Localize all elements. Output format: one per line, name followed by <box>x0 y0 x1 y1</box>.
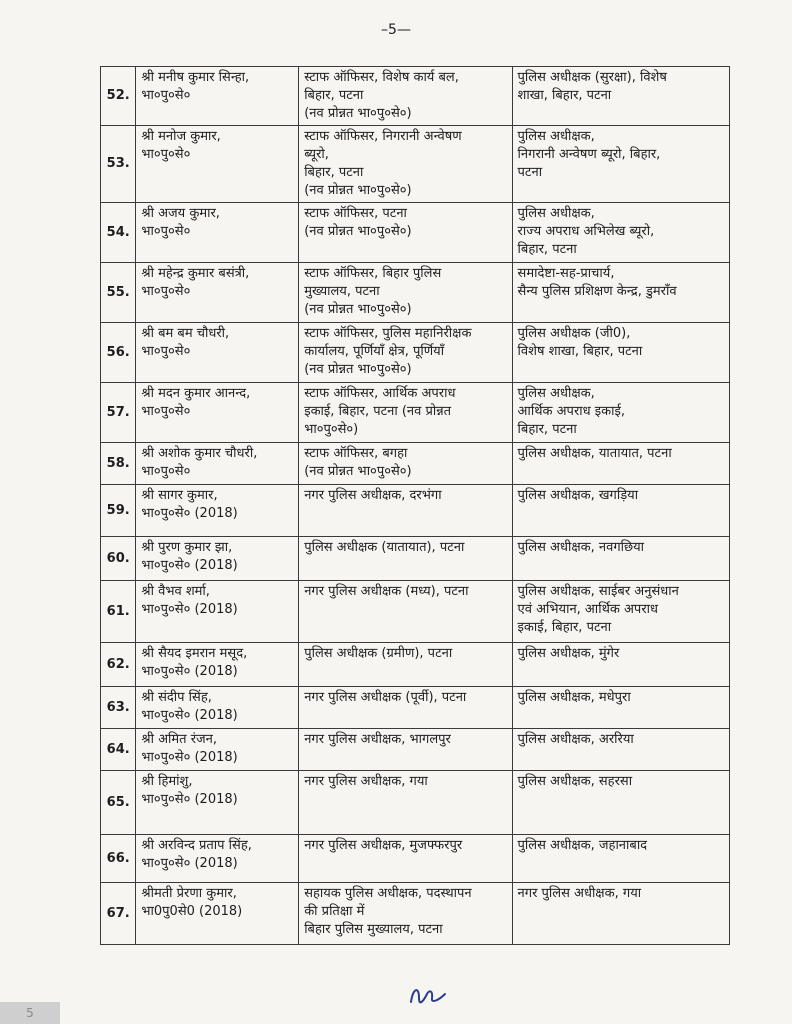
current-posting-line: स्टाफ ऑफिसर, बिहार पुलिस <box>304 266 442 281</box>
current-posting-line: मुख्यालय, पटना <box>304 284 380 299</box>
transfer-table <box>100 66 730 945</box>
officer-name <box>136 537 299 581</box>
current-posting-line: बिहार, पटना <box>304 88 364 103</box>
current-posting <box>299 729 512 771</box>
current-posting-line: की प्रतिक्षा में <box>304 904 365 919</box>
new-posting <box>512 126 729 203</box>
serial-number: 53. <box>101 126 136 203</box>
new-posting-line: आर्थिक अपराध इकाई, <box>517 404 625 419</box>
new-posting-line: शाखा, बिहार, पटना <box>517 88 612 103</box>
officer-name <box>136 643 299 687</box>
current-posting-line: स्टाफ ऑफिसर, पुलिस महानिरीक्षक <box>304 326 472 341</box>
new-posting <box>512 729 729 771</box>
new-posting <box>512 443 729 485</box>
current-posting-line: (नव प्रोन्नत भा०पु०से०) <box>304 106 412 121</box>
officer-name-line: श्री महेन्द्र कुमार बसंत्री, <box>141 266 250 281</box>
officer-name-line: श्री सैयद इमरान मसूद, <box>141 646 248 661</box>
table-row <box>101 485 730 537</box>
current-posting <box>299 537 512 581</box>
serial-number: 52. <box>101 67 136 126</box>
officer-name-line: भा०पु०से० (2018) <box>141 750 238 765</box>
officer-name-line: भा०पु०से० <box>141 284 191 299</box>
current-posting-line: (नव प्रोन्नत भा०पु०से०) <box>304 302 412 317</box>
officer-name <box>136 771 299 835</box>
new-posting <box>512 643 729 687</box>
current-posting-line: स्टाफ ऑफिसर, बगहा <box>304 446 408 461</box>
officer-name-line: भा०पु०से० <box>141 224 191 239</box>
officer-name <box>136 126 299 203</box>
officer-name <box>136 263 299 323</box>
officer-name-line: भा0पु0से0 (2018) <box>141 904 243 919</box>
serial-number: 60. <box>101 537 136 581</box>
officer-name <box>136 883 299 945</box>
current-posting-line: पुलिस अधीक्षक (यातायात), पटना <box>304 540 465 555</box>
current-posting-line: नगर पुलिस अधीक्षक, गया <box>304 774 428 789</box>
serial-number: 57. <box>101 383 136 443</box>
current-posting <box>299 771 512 835</box>
current-posting <box>299 883 512 945</box>
officer-name-line: श्री बम बम चौधरी, <box>141 326 230 341</box>
officer-name <box>136 443 299 485</box>
current-posting-line: नगर पुलिस अधीक्षक (मध्य), पटना <box>304 584 469 599</box>
current-posting-line: नगर पुलिस अधीक्षक, भागलपुर <box>304 732 451 747</box>
new-posting-line: बिहार, पटना <box>517 422 577 437</box>
serial-number: 63. <box>101 687 136 729</box>
current-posting <box>299 383 512 443</box>
table-row <box>101 323 730 383</box>
current-posting <box>299 443 512 485</box>
current-posting-line: कार्यालय, पूर्णियाँ क्षेत्र, पूर्णियाँ <box>304 344 445 359</box>
new-posting-line: नगर पुलिस अधीक्षक, गया <box>517 886 642 901</box>
officer-name-line: भा०पु०से० <box>141 344 191 359</box>
serial-number: 61. <box>101 581 136 643</box>
table-row <box>101 126 730 203</box>
new-posting-line: समादेष्टा-सह-प्राचार्य, <box>517 266 615 281</box>
current-posting-line: नगर पुलिस अधीक्षक, दरभंगा <box>304 488 442 503</box>
officer-name-line: भा०पु०से० (2018) <box>141 506 238 521</box>
new-posting-line: पुलिस अधीक्षक, <box>517 206 595 221</box>
current-posting-line: सहायक पुलिस अधीक्षक, पदस्थापन <box>304 886 472 901</box>
officer-name-line: श्री संदीप सिंह, <box>141 690 212 705</box>
new-posting-line: पटना <box>517 165 543 180</box>
current-posting-line: स्टाफ ऑफिसर, विशेष कार्य बल, <box>304 70 459 85</box>
new-posting <box>512 67 729 126</box>
officer-name-line: श्री वैभव शर्मा, <box>141 584 210 599</box>
current-posting-line: (नव प्रोन्नत भा०पु०से०) <box>304 183 412 198</box>
officer-name-line: श्री अरविन्द प्रताप सिंह, <box>141 838 252 853</box>
new-posting-line: पुलिस अधीक्षक, मुंगेर <box>517 646 620 661</box>
officer-name-line: श्री सागर कुमार, <box>141 488 218 503</box>
serial-number: 65. <box>101 771 136 835</box>
current-posting <box>299 126 512 203</box>
officer-name-line: भा०पु०से० (2018) <box>141 664 238 679</box>
current-posting <box>299 323 512 383</box>
new-posting-line: इकाई, बिहार, पटना <box>517 620 612 635</box>
new-posting-line: पुलिस अधीक्षक, अररिया <box>517 732 634 747</box>
current-posting-line: स्टाफ ऑफिसर, पटना <box>304 206 407 221</box>
officer-name <box>136 485 299 537</box>
current-posting-line: नगर पुलिस अधीक्षक, मुजफ्फरपुर <box>304 838 463 853</box>
new-posting-line: पुलिस अधीक्षक, <box>517 129 595 144</box>
serial-number: 58. <box>101 443 136 485</box>
signature-mark <box>405 980 465 1010</box>
new-posting-line: निगरानी अन्वेषण ब्यूरो, बिहार, <box>517 147 661 162</box>
new-posting-line: राज्य अपराध अभिलेख ब्यूरो, <box>517 224 655 239</box>
page-corner-tab: 5 <box>0 1002 60 1024</box>
table-row <box>101 67 730 126</box>
table-row <box>101 443 730 485</box>
officer-name-line: भा०पु०से० (2018) <box>141 602 238 617</box>
officer-name-line: भा०पु०से० <box>141 404 191 419</box>
table-row <box>101 581 730 643</box>
current-posting-line: स्टाफ ऑफिसर, निगरानी अन्वेषण <box>304 129 462 144</box>
current-posting <box>299 581 512 643</box>
table-row <box>101 643 730 687</box>
new-posting-line: पुलिस अधीक्षक, नवगछिया <box>517 540 645 555</box>
officer-name <box>136 687 299 729</box>
serial-number: 64. <box>101 729 136 771</box>
new-posting-line: पुलिस अधीक्षक, खगड़िया <box>517 488 639 503</box>
current-posting-line: भा०पु०से०) <box>304 422 359 437</box>
officer-name-line: भा०पु०से० <box>141 88 191 103</box>
new-posting <box>512 581 729 643</box>
new-posting <box>512 323 729 383</box>
officer-name <box>136 203 299 263</box>
serial-number: 59. <box>101 485 136 537</box>
serial-number: 66. <box>101 835 136 883</box>
current-posting <box>299 643 512 687</box>
table-row <box>101 383 730 443</box>
officer-name-line: श्री हिमांशु, <box>141 774 193 789</box>
new-posting-line: विशेष शाखा, बिहार, पटना <box>517 344 643 359</box>
current-posting-line: बिहार, पटना <box>304 165 364 180</box>
officer-name <box>136 323 299 383</box>
new-posting <box>512 771 729 835</box>
serial-number: 54. <box>101 203 136 263</box>
current-posting-line: बिहार पुलिस मुख्यालय, पटना <box>304 922 443 937</box>
officer-name-line: श्री पुरण कुमार झा, <box>141 540 233 555</box>
current-posting <box>299 485 512 537</box>
officer-name-line: श्री अशोक कुमार चौधरी, <box>141 446 258 461</box>
new-posting-line: पुलिस अधीक्षक, जहानाबाद <box>517 838 648 853</box>
serial-number: 62. <box>101 643 136 687</box>
officer-name <box>136 581 299 643</box>
officer-name-line: भा०पु०से० (2018) <box>141 856 238 871</box>
officer-name <box>136 729 299 771</box>
officer-name <box>136 67 299 126</box>
officer-name-line: श्री अमित रंजन, <box>141 732 218 747</box>
current-posting-line: (नव प्रोन्नत भा०पु०से०) <box>304 362 412 377</box>
table-row <box>101 729 730 771</box>
new-posting-line: पुलिस अधीक्षक, सहरसा <box>517 774 633 789</box>
new-posting-line: पुलिस अधीक्षक, साईबर अनुसंधान <box>517 584 679 599</box>
officer-name-line: भा०पु०से० (2018) <box>141 792 238 807</box>
current-posting-line: (नव प्रोन्नत भा०पु०से०) <box>304 464 412 479</box>
table-row <box>101 537 730 581</box>
current-posting-line: (नव प्रोन्नत भा०पु०से०) <box>304 224 412 239</box>
table-row <box>101 835 730 883</box>
new-posting <box>512 883 729 945</box>
current-posting-line: इकाई, बिहार, पटना (नव प्रोन्नत <box>304 404 452 419</box>
table-row <box>101 771 730 835</box>
serial-number: 56. <box>101 323 136 383</box>
new-posting <box>512 835 729 883</box>
current-posting-line: नगर पुलिस अधीक्षक (पूर्वी), पटना <box>304 690 467 705</box>
officer-name-line: श्री अजय कुमार, <box>141 206 220 221</box>
new-posting-line: पुलिस अधीक्षक, यातायात, पटना <box>517 446 672 461</box>
new-posting <box>512 485 729 537</box>
current-posting <box>299 687 512 729</box>
officer-name-line: श्रीमती प्रेरणा कुमार, <box>141 886 237 901</box>
officer-name-line: भा०पु०से० <box>141 147 191 162</box>
new-posting <box>512 203 729 263</box>
new-posting <box>512 687 729 729</box>
current-posting <box>299 835 512 883</box>
new-posting-line: पुलिस अधीक्षक, <box>517 386 595 401</box>
officer-name-line: श्री मनोज कुमार, <box>141 129 221 144</box>
current-posting <box>299 67 512 126</box>
officer-name-line: श्री मनीष कुमार सिन्हा, <box>141 70 250 85</box>
table-row <box>101 883 730 945</box>
new-posting-line: सैन्य पुलिस प्रशिक्षण केन्द्र, डुमराँव <box>517 284 677 299</box>
officer-name-line: भा०पु०से० <box>141 464 191 479</box>
officer-name-line: भा०पु०से० (2018) <box>141 708 238 723</box>
officer-name <box>136 835 299 883</box>
new-posting-line: एवं अभियान, आर्थिक अपराध <box>517 602 658 617</box>
officer-name <box>136 383 299 443</box>
new-posting-line: पुलिस अधीक्षक (सुरक्षा), विशेष <box>517 70 667 85</box>
new-posting-line: बिहार, पटना <box>517 242 577 257</box>
new-posting-line: पुलिस अधीक्षक (जी0), <box>517 326 631 341</box>
new-posting <box>512 383 729 443</box>
officer-name-line: श्री मदन कुमार आनन्द, <box>141 386 251 401</box>
page-number: –5— <box>381 22 411 38</box>
current-posting <box>299 203 512 263</box>
serial-number: 55. <box>101 263 136 323</box>
officer-name-line: भा०पु०से० (2018) <box>141 558 238 573</box>
new-posting <box>512 537 729 581</box>
table-row <box>101 687 730 729</box>
current-posting-line: ब्यूरो, <box>304 147 329 162</box>
serial-number: 67. <box>101 883 136 945</box>
current-posting <box>299 263 512 323</box>
new-posting <box>512 263 729 323</box>
table-row <box>101 263 730 323</box>
table-row <box>101 203 730 263</box>
current-posting-line: स्टाफ ऑफिसर, आर्थिक अपराध <box>304 386 456 401</box>
current-posting-line: पुलिस अधीक्षक (ग्रमीण), पटना <box>304 646 453 661</box>
new-posting-line: पुलिस अधीक्षक, मधेपुरा <box>517 690 631 705</box>
